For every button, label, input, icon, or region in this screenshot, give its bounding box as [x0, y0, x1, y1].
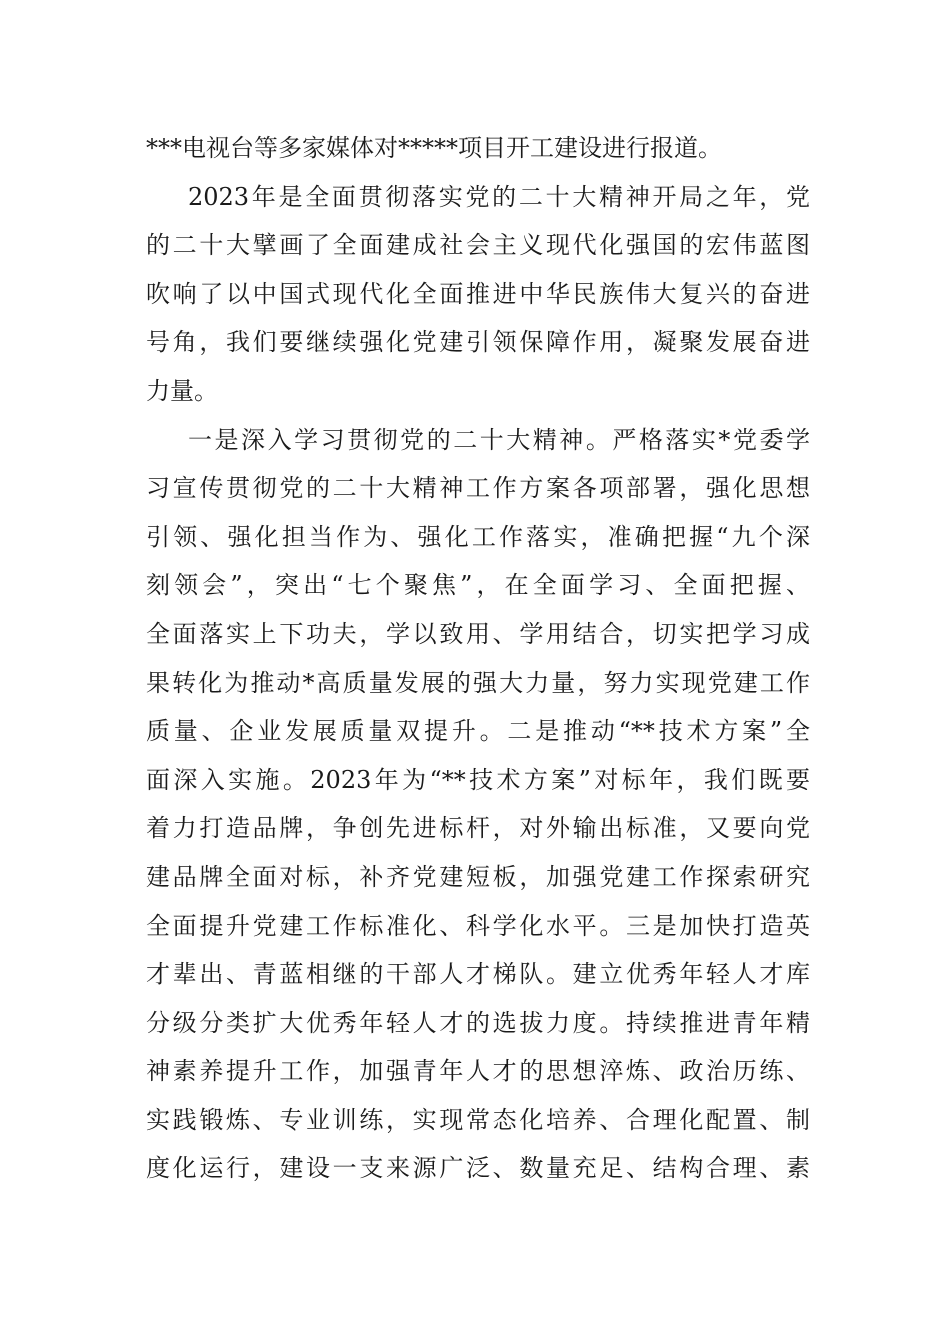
text-line: 果转化为推动*高质量发展的强大力量，努力实现党建工作 [146, 668, 810, 697]
text-line: 全面落实上下功夫，学以致用、学用结合，切实把学习成 [146, 619, 810, 648]
text-line: 引领、强化担当作为、强化工作落实，准确把握“九个深 [146, 522, 810, 551]
text-line: 实践锻炼、专业训练，实现常态化培养、合理化配置、制 [146, 1105, 810, 1134]
text-line: 建品牌全面对标，补齐党建短板，加强党建工作探索研究 [146, 862, 810, 891]
text-line-paragraph-start: 2023年是全面贯彻落实党的二十大精神开局之年，党 [188, 182, 810, 211]
text-line: 面深入实施。2023年为“**技术方案”对标年，我们既要 [146, 765, 810, 794]
text-line: 号角，我们要继续强化党建引领保障作用，凝聚发展奋进 [146, 328, 810, 357]
text-line: 度化运行，建设一支来源广泛、数量充足、结构合理、素 [146, 1154, 810, 1183]
text-line: 才辈出、青蓝相继的干部人才梯队。建立优秀年轻人才库 [146, 960, 810, 989]
text-line: 刻领会”，突出“七个聚焦”，在全面学习、全面把握、 [146, 571, 810, 600]
body-text [146, 124, 810, 1193]
text-line-paragraph-start: 一是深入学习贯彻党的二十大精神。严格落实*党委学 [188, 425, 810, 454]
text-line: 神素养提升工作，加强青年人才的思想淬炼、政治历练、 [146, 1057, 810, 1086]
text-line: 着力打造品牌，争创先进标杆，对外输出标准，又要向党 [146, 814, 810, 843]
text-line: 全面提升党建工作标准化、科学化水平。三是加快打造英 [146, 911, 810, 940]
text-line-paragraph-end: ***电视台等多家媒体对*****项目开工建设进行报道。 [146, 134, 722, 162]
text-line: 吹响了以中国式现代化全面推进中华民族伟大复兴的奋进 [146, 279, 810, 308]
text-line: 质量、企业发展质量双提升。二是推动“**技术方案”全 [146, 717, 810, 746]
text-line-paragraph-end: 力量。 [146, 376, 218, 405]
text-line: 的二十大擘画了全面建成社会主义现代化强国的宏伟蓝图 [146, 231, 810, 260]
text-line: 习宣传贯彻党的二十大精神工作方案各项部署，强化思想 [146, 474, 810, 503]
text-line: 分级分类扩大优秀年轻人才的选拔力度。持续推进青年精 [146, 1008, 810, 1037]
